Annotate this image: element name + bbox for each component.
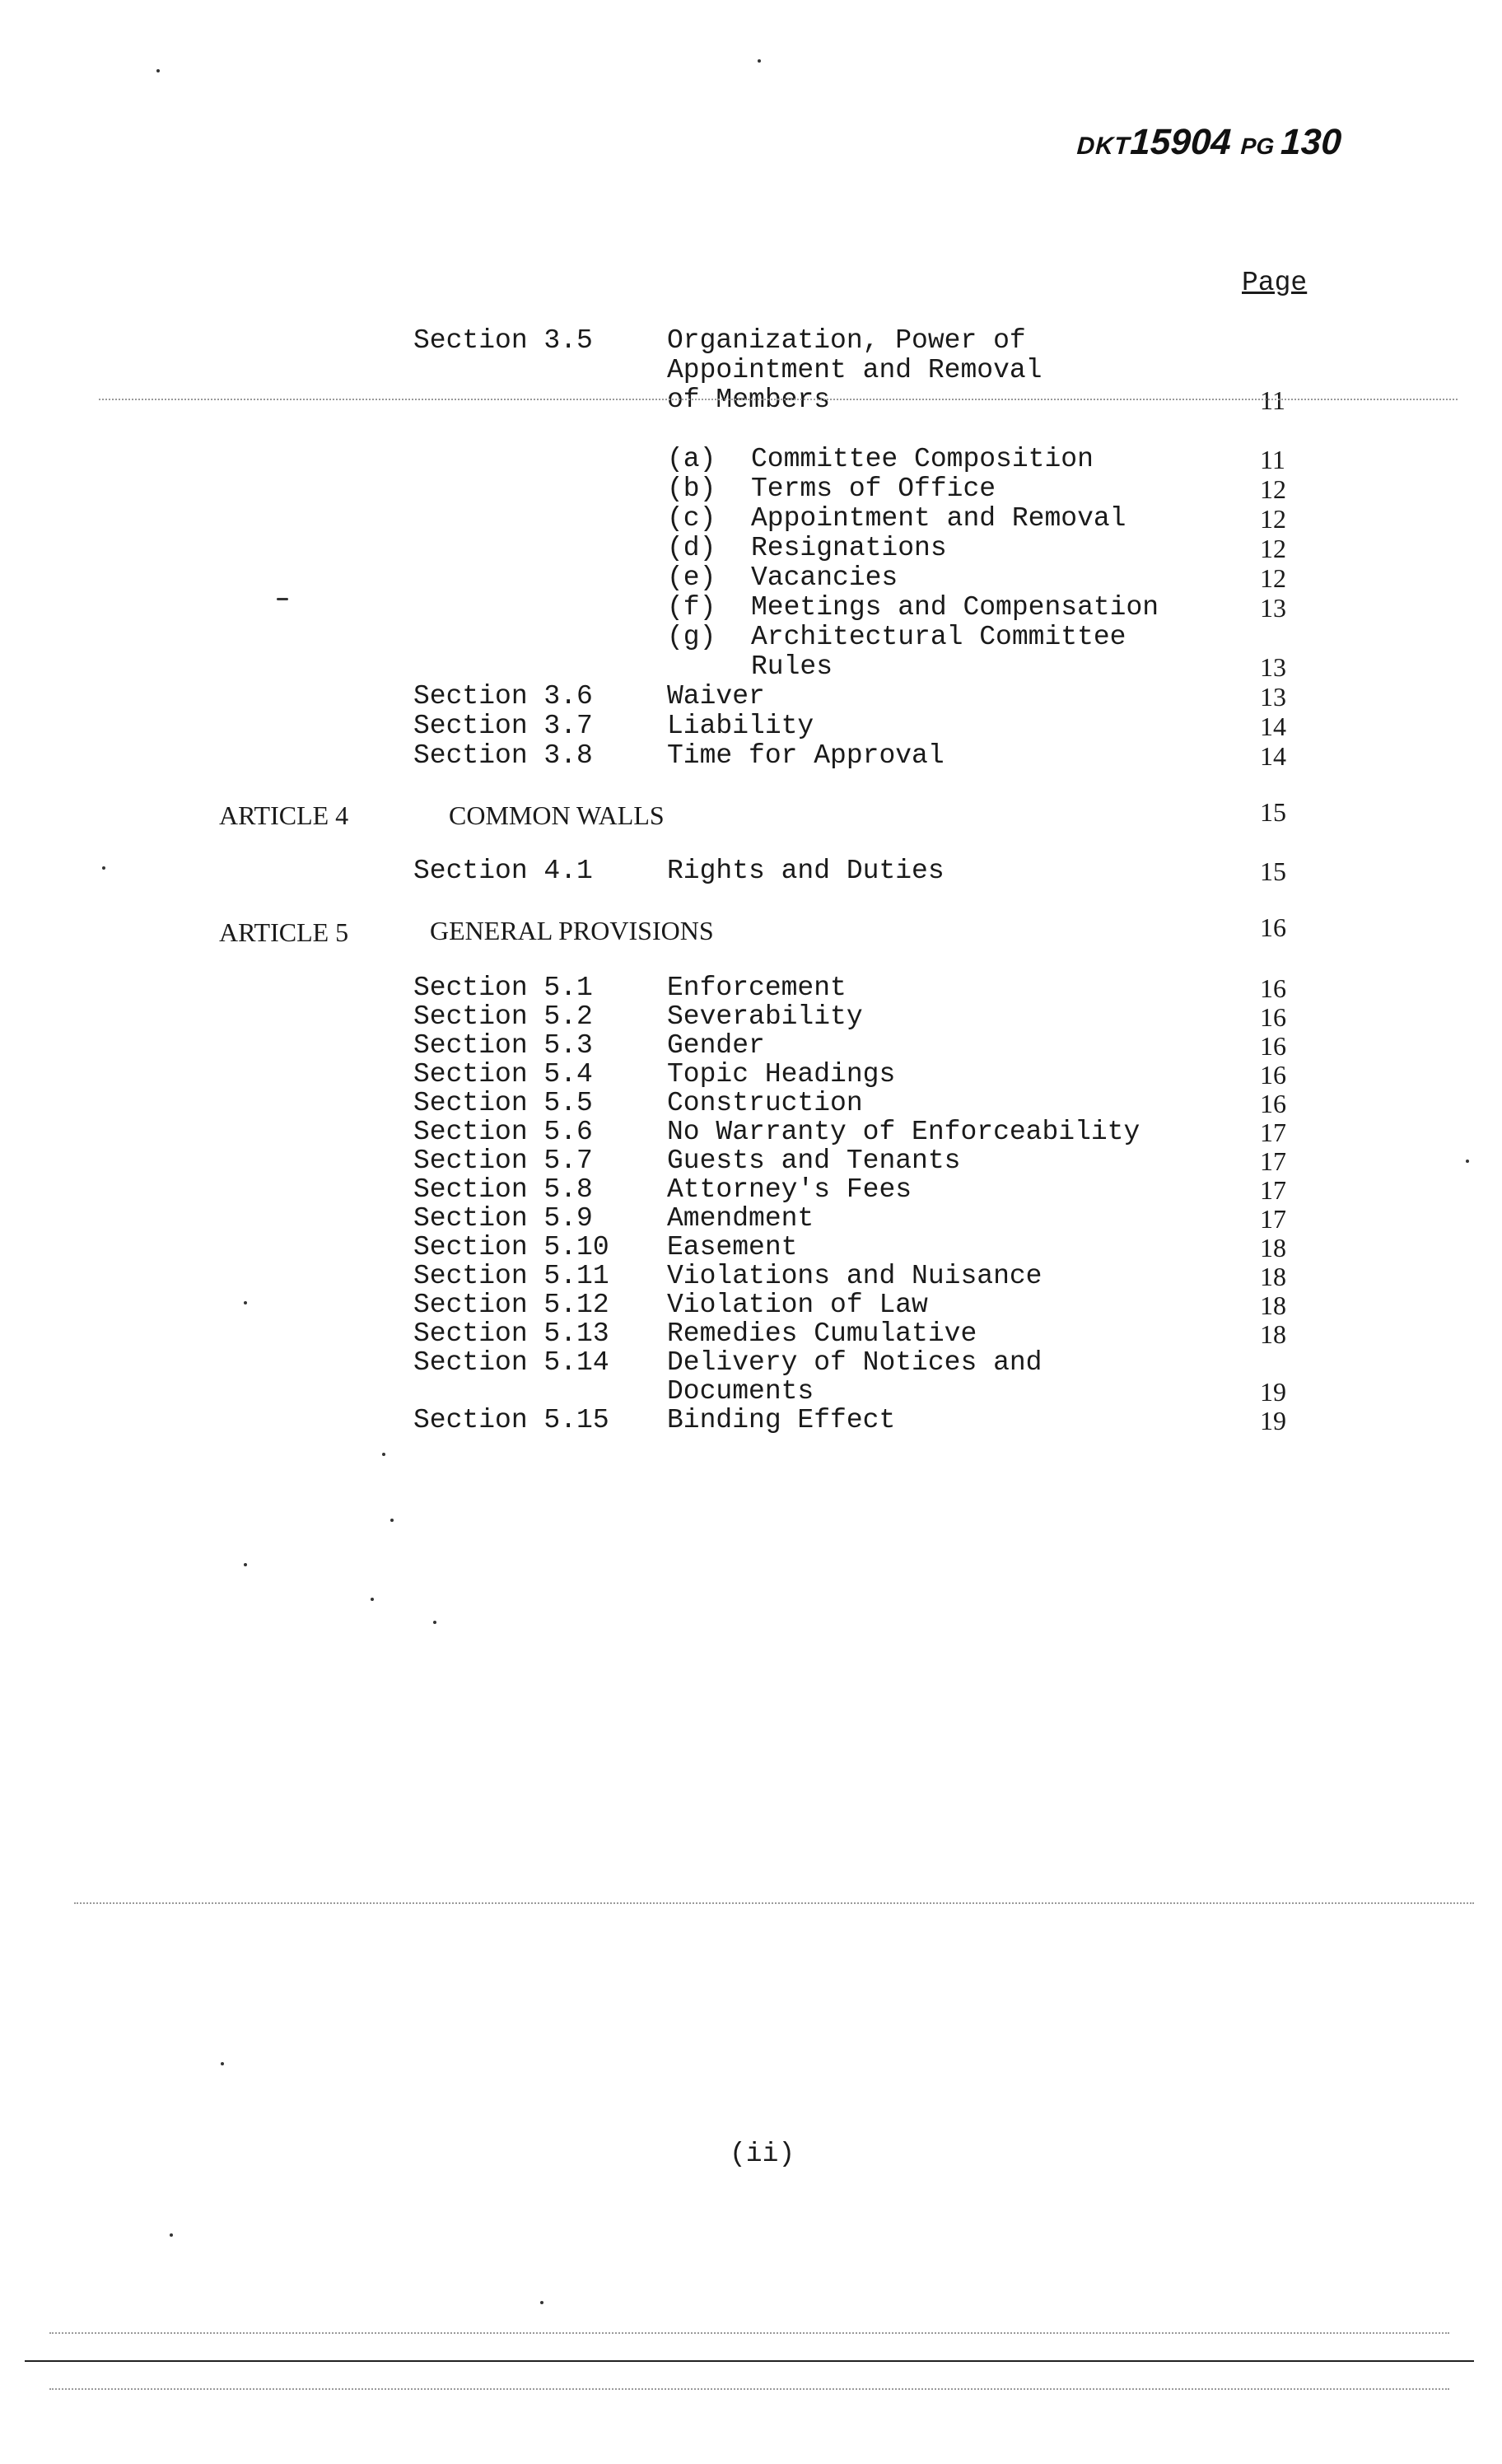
docket-stamp <box>1076 122 1343 163</box>
toc-page-number: 18 <box>1260 1262 1286 1291</box>
toc-page-number: 18 <box>1260 1290 1286 1320</box>
toc-page-number: 11 <box>1260 385 1285 415</box>
toc-section-number: Section 3.7 <box>413 711 593 741</box>
toc-page-number: 15 <box>1260 856 1286 886</box>
toc-section-title: Remedies Cumulative <box>667 1318 977 1349</box>
toc-subsection-letter: (c) <box>667 503 716 534</box>
toc-section-title: Liability <box>667 711 814 741</box>
toc-section-title: Easement <box>667 1232 798 1262</box>
toc-section-number: Section 5.13 <box>413 1318 609 1349</box>
scan-speck <box>156 69 160 72</box>
scan-speck <box>244 1301 247 1304</box>
toc-section-number: Section 5.4 <box>413 1059 593 1090</box>
toc-section-number: Section 3.5 <box>413 325 593 356</box>
toc-page-number: 17 <box>1260 1146 1286 1176</box>
toc-section-title: Binding Effect <box>667 1405 896 1435</box>
toc-page-number: 12 <box>1260 474 1286 504</box>
toc-page-number: 16 <box>1260 973 1286 1003</box>
scan-speck <box>102 866 105 870</box>
toc-page-number: 16 <box>1260 1002 1286 1032</box>
toc-section-number: Section 5.5 <box>413 1088 593 1118</box>
toc-subsection-title: Architectural Committee <box>751 622 1126 652</box>
toc-subsection-letter: (d) <box>667 533 716 563</box>
toc-section-number: Section 5.9 <box>413 1203 593 1234</box>
toc-subsection-title: Vacancies <box>751 562 898 593</box>
toc-section-number: Section 5.10 <box>413 1232 609 1262</box>
toc-subsection-letter: (e) <box>667 562 716 593</box>
scan-speck <box>758 59 761 63</box>
toc-subsection-title: Committee Composition <box>751 444 1094 474</box>
toc-page-number: 16 <box>1260 912 1286 942</box>
scan-speck <box>170 2233 173 2237</box>
scan-speck <box>540 2301 543 2304</box>
toc-section-title: Construction <box>667 1088 863 1118</box>
scan-artifact-line <box>49 2332 1449 2334</box>
toc-section-number: Section 5.15 <box>413 1405 609 1435</box>
scan-artifact-line <box>99 399 1458 400</box>
toc-section-title: Violation of Law <box>667 1290 928 1320</box>
scan-speck <box>433 1621 436 1624</box>
toc-section-title: Violations and Nuisance <box>667 1261 1043 1291</box>
toc-page-number: 17 <box>1260 1118 1286 1147</box>
toc-page-number: 19 <box>1260 1406 1286 1435</box>
toc-section-title: Gender <box>667 1030 765 1061</box>
toc-section-title: Guests and Tenants <box>667 1146 961 1176</box>
toc-section-number: Section 5.2 <box>413 1001 593 1032</box>
footer-page-number: (ii) <box>730 2139 795 2169</box>
toc-page-number: 16 <box>1260 1031 1286 1061</box>
toc-section-number: Section 5.11 <box>413 1261 609 1291</box>
toc-page-number: 13 <box>1260 652 1286 682</box>
toc-page-number: 17 <box>1260 1204 1286 1234</box>
toc-section-title: Topic Headings <box>667 1059 896 1090</box>
stamp-number: 15904 <box>1129 122 1233 162</box>
toc-subsection-title: Appointment and Removal <box>751 503 1126 534</box>
toc-section-title: Rights and Duties <box>667 856 945 886</box>
toc-section-title: Delivery of Notices and <box>667 1347 1043 1378</box>
toc-section-title: Waiver <box>667 681 765 712</box>
toc-section-title: Time for Approval <box>667 740 945 771</box>
toc-article-label: ARTICLE 5 <box>219 917 349 947</box>
toc-page-number: 18 <box>1260 1319 1286 1349</box>
toc-section-title: No Warranty of Enforceability <box>667 1117 1140 1147</box>
toc-section-title: Appointment and Removal <box>667 355 1043 385</box>
toc-section-title: of Members <box>667 385 831 415</box>
scan-artifact-line <box>49 2388 1449 2390</box>
scan-artifact-line <box>74 1902 1474 1904</box>
toc-subsection-letter: (g) <box>667 622 716 652</box>
toc-page-number: 16 <box>1260 1089 1286 1118</box>
toc-section-title: Enforcement <box>667 973 847 1003</box>
toc-subsection-letter: (f) <box>667 592 716 623</box>
toc-section-number: Section 5.14 <box>413 1347 609 1378</box>
toc-section-title: Attorney's Fees <box>667 1174 912 1205</box>
toc-subsection-title: Rules <box>751 651 833 682</box>
toc-page-number: 13 <box>1260 593 1286 623</box>
scan-speck <box>277 598 288 600</box>
scan-speck <box>390 1519 394 1522</box>
toc-page-number: 11 <box>1260 445 1285 474</box>
toc-subsection-letter: (b) <box>667 474 716 504</box>
stamp-dkt: DKT <box>1075 133 1131 160</box>
toc-page-number: 12 <box>1260 563 1286 593</box>
toc-article-title: COMMON WALLS <box>449 800 665 830</box>
toc-page-number: 15 <box>1260 797 1286 827</box>
toc-section-title: Organization, Power of <box>667 325 1026 356</box>
scan-speck <box>221 2062 224 2065</box>
scan-artifact-rule <box>25 2360 1474 2362</box>
toc-section-title: Severability <box>667 1001 863 1032</box>
page-column-header: Page <box>1242 268 1308 298</box>
toc-page-number: 12 <box>1260 504 1286 534</box>
toc-section-number: Section 5.1 <box>413 973 593 1003</box>
toc-page-number: 16 <box>1260 1060 1286 1090</box>
scan-speck <box>244 1563 247 1566</box>
scan-speck <box>371 1598 374 1601</box>
toc-page-number: 14 <box>1260 741 1286 771</box>
toc-page-number: 17 <box>1260 1175 1286 1205</box>
scan-speck <box>1466 1160 1469 1163</box>
toc-section-title: Amendment <box>667 1203 814 1234</box>
toc-section-number: Section 5.6 <box>413 1117 593 1147</box>
toc-section-number: Section 5.3 <box>413 1030 593 1061</box>
toc-subsection-title: Terms of Office <box>751 474 996 504</box>
toc-page-number: 18 <box>1260 1233 1286 1262</box>
toc-section-number: Section 3.6 <box>413 681 593 712</box>
toc-section-title: Documents <box>667 1376 814 1407</box>
toc-subsection-title: Meetings and Compensation <box>751 592 1159 623</box>
toc-article-title: GENERAL PROVISIONS <box>430 916 714 945</box>
toc-section-number: Section 5.8 <box>413 1174 593 1205</box>
toc-page-number: 12 <box>1260 534 1286 563</box>
toc-page-number: 14 <box>1260 712 1286 741</box>
toc-section-number: Section 3.8 <box>413 740 593 771</box>
toc-page-number: 19 <box>1260 1377 1286 1407</box>
toc-section-number: Section 5.12 <box>413 1290 609 1320</box>
toc-subsection-letter: (a) <box>667 444 716 474</box>
toc-page-number: 13 <box>1260 682 1286 712</box>
toc-article-label: ARTICLE 4 <box>219 800 349 830</box>
scan-speck <box>382 1453 385 1456</box>
toc-section-number: Section 5.7 <box>413 1146 593 1176</box>
toc-subsection-title: Resignations <box>751 533 947 563</box>
stamp-page: 130 <box>1280 122 1343 162</box>
toc-section-number: Section 4.1 <box>413 856 593 886</box>
stamp-pg: PG <box>1239 133 1276 159</box>
